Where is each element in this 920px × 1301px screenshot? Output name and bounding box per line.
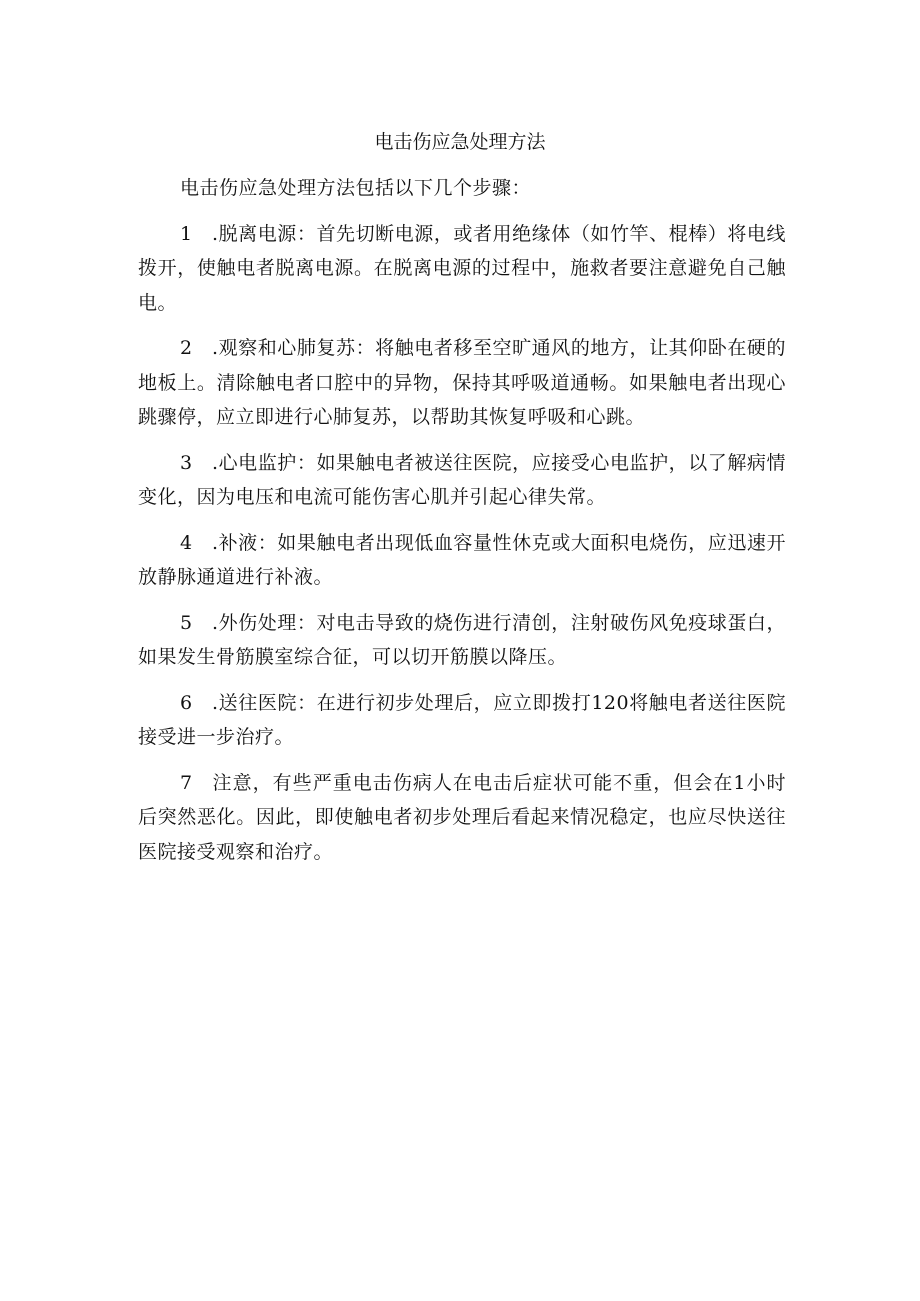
step-paragraph-2 xyxy=(138,331,786,435)
step-text: .送往医院：在进行初步处理后，应立即拨打120将触电者送往医院接受进一步治疗。 xyxy=(138,691,786,748)
step-number: 7 xyxy=(180,771,193,794)
step-paragraph-7 xyxy=(138,766,786,870)
step-text: .脱离电源：首先切断电源，或者用绝缘体（如竹竿、棍棒）将电线拨开，使触电者脱离电源。在脱离电源的过程中，施救者要注意避免自己触电。 xyxy=(138,222,786,314)
step-paragraph-6 xyxy=(138,686,786,755)
step-number: 2 xyxy=(180,337,193,359)
intro-paragraph: 电击伤应急处理方法包括以下几个步骤： xyxy=(180,177,532,199)
document-body xyxy=(138,171,786,880)
document-title: 电击伤应急处理方法 xyxy=(374,131,546,153)
step-text: .补液：如果触电者出现低血容量性休克或大面积电烧伤，应迅速开放静脉通道进行补液。 xyxy=(138,531,786,588)
step-paragraph-3 xyxy=(138,446,786,515)
step-number: 3 xyxy=(180,451,193,474)
step-paragraph-4 xyxy=(138,526,786,595)
step-text: .观察和心肺复苏：将触电者移至空旷通风的地方，让其仰卧在硬的地板上。清除触电者口腔中的异物，保持其呼吸道通畅。如果触电者出现心跳骤停，应立即进行心肺复苏，以帮助其恢复呼吸和心跳。 xyxy=(138,337,786,428)
step-number: 4 xyxy=(180,531,193,554)
step-number: 1 xyxy=(180,222,193,245)
step-number: 6 xyxy=(180,691,193,714)
step-number: 5 xyxy=(180,611,193,634)
step-text: .外伤处理：对电击导致的烧伤进行清创，注射破伤风免疫球蛋白，如果发生骨筋膜室综合征，可以切开筋膜以降压。 xyxy=(138,611,786,668)
step-text: 注意，有些严重电击伤病人在电击后症状可能不重，但会在1小时后突然恶化。因此，即使触电者初步处理后看起来情况稳定，也应尽快送往医院接受观察和治疗。 xyxy=(138,771,786,863)
step-text: .心电监护：如果触电者被送往医院，应接受心电监护，以了解病情变化，因为电压和电流可能伤害心肌并引起心律失常。 xyxy=(138,451,786,508)
step-paragraph-1 xyxy=(138,217,786,321)
step-paragraph-5 xyxy=(138,606,786,675)
